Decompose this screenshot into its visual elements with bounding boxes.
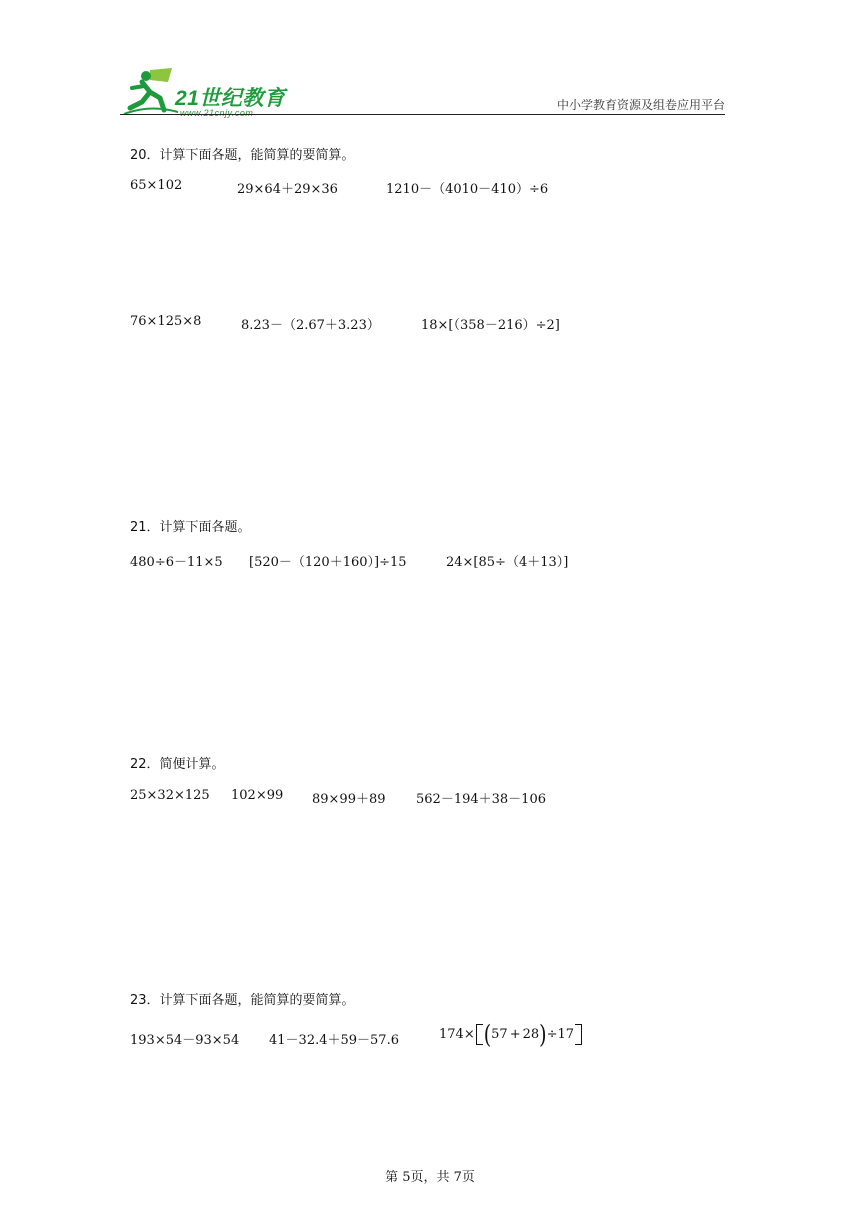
q20-expr-3: 1210－（4010－410）÷6 xyxy=(386,182,549,197)
q20-expr-2: 29×64＋29×36 xyxy=(237,182,338,197)
question-20-title: 20．计算下面各题，能简算的要简算。 xyxy=(130,148,355,163)
q20-expr-1: 65×102 xyxy=(130,178,183,193)
q22-expr-1: 25×32×125 xyxy=(130,788,210,803)
q22-expr-3: 89×99＋89 xyxy=(312,792,386,807)
q23-expr-3 xyxy=(439,1019,583,1050)
q21-expr-3: 24×[85÷（4＋13）] xyxy=(446,555,569,570)
logo xyxy=(120,68,300,120)
left-paren: ( xyxy=(483,1019,492,1050)
page-header xyxy=(120,62,725,118)
header-divider xyxy=(120,114,725,115)
q23-expr-1: 193×54－93×54 xyxy=(130,1033,240,1048)
right-square-bracket xyxy=(575,1024,582,1045)
platform-name: 中小学教育资源及组卷应用平台 xyxy=(556,98,725,112)
q23-expr-3-plus: + xyxy=(509,1027,521,1042)
runner-logo-icon xyxy=(120,68,180,118)
q21-expr-2: [520－（120＋160）]÷15 xyxy=(249,555,407,570)
question-22-title: 22．简便计算。 xyxy=(130,757,225,772)
q20-expr-6: 18×[（358－216）÷2] xyxy=(421,318,560,333)
left-square-bracket xyxy=(476,1024,483,1045)
q23-expr-3-prefix: 174× xyxy=(439,1027,475,1042)
q23-expr-3-div: ÷17 xyxy=(546,1027,574,1042)
q20-expr-4: 76×125×8 xyxy=(130,314,202,329)
q23-expr-2: 41－32.4＋59－57.6 xyxy=(269,1033,399,1048)
q20-expr-5: 8.23－（2.67＋3.23） xyxy=(241,318,380,333)
logo-url: www.21cnjy.com xyxy=(180,108,254,118)
logo-text: 21世纪教育 xyxy=(175,87,286,110)
q23-expr-3-a: 57 xyxy=(491,1027,508,1042)
q22-expr-2: 102×99 xyxy=(231,788,284,803)
question-21-title: 21．计算下面各题。 xyxy=(130,520,251,535)
question-23-title: 23．计算下面各题，能简算的要简算。 xyxy=(130,993,355,1008)
page-footer: 第 5页，共 7页 xyxy=(385,1170,475,1185)
q22-expr-4: 562－194＋38－106 xyxy=(416,792,546,807)
right-paren: ) xyxy=(539,1019,547,1050)
q21-expr-1: 480÷6－11×5 xyxy=(130,555,223,570)
q23-expr-3-b: 28 xyxy=(522,1027,540,1042)
